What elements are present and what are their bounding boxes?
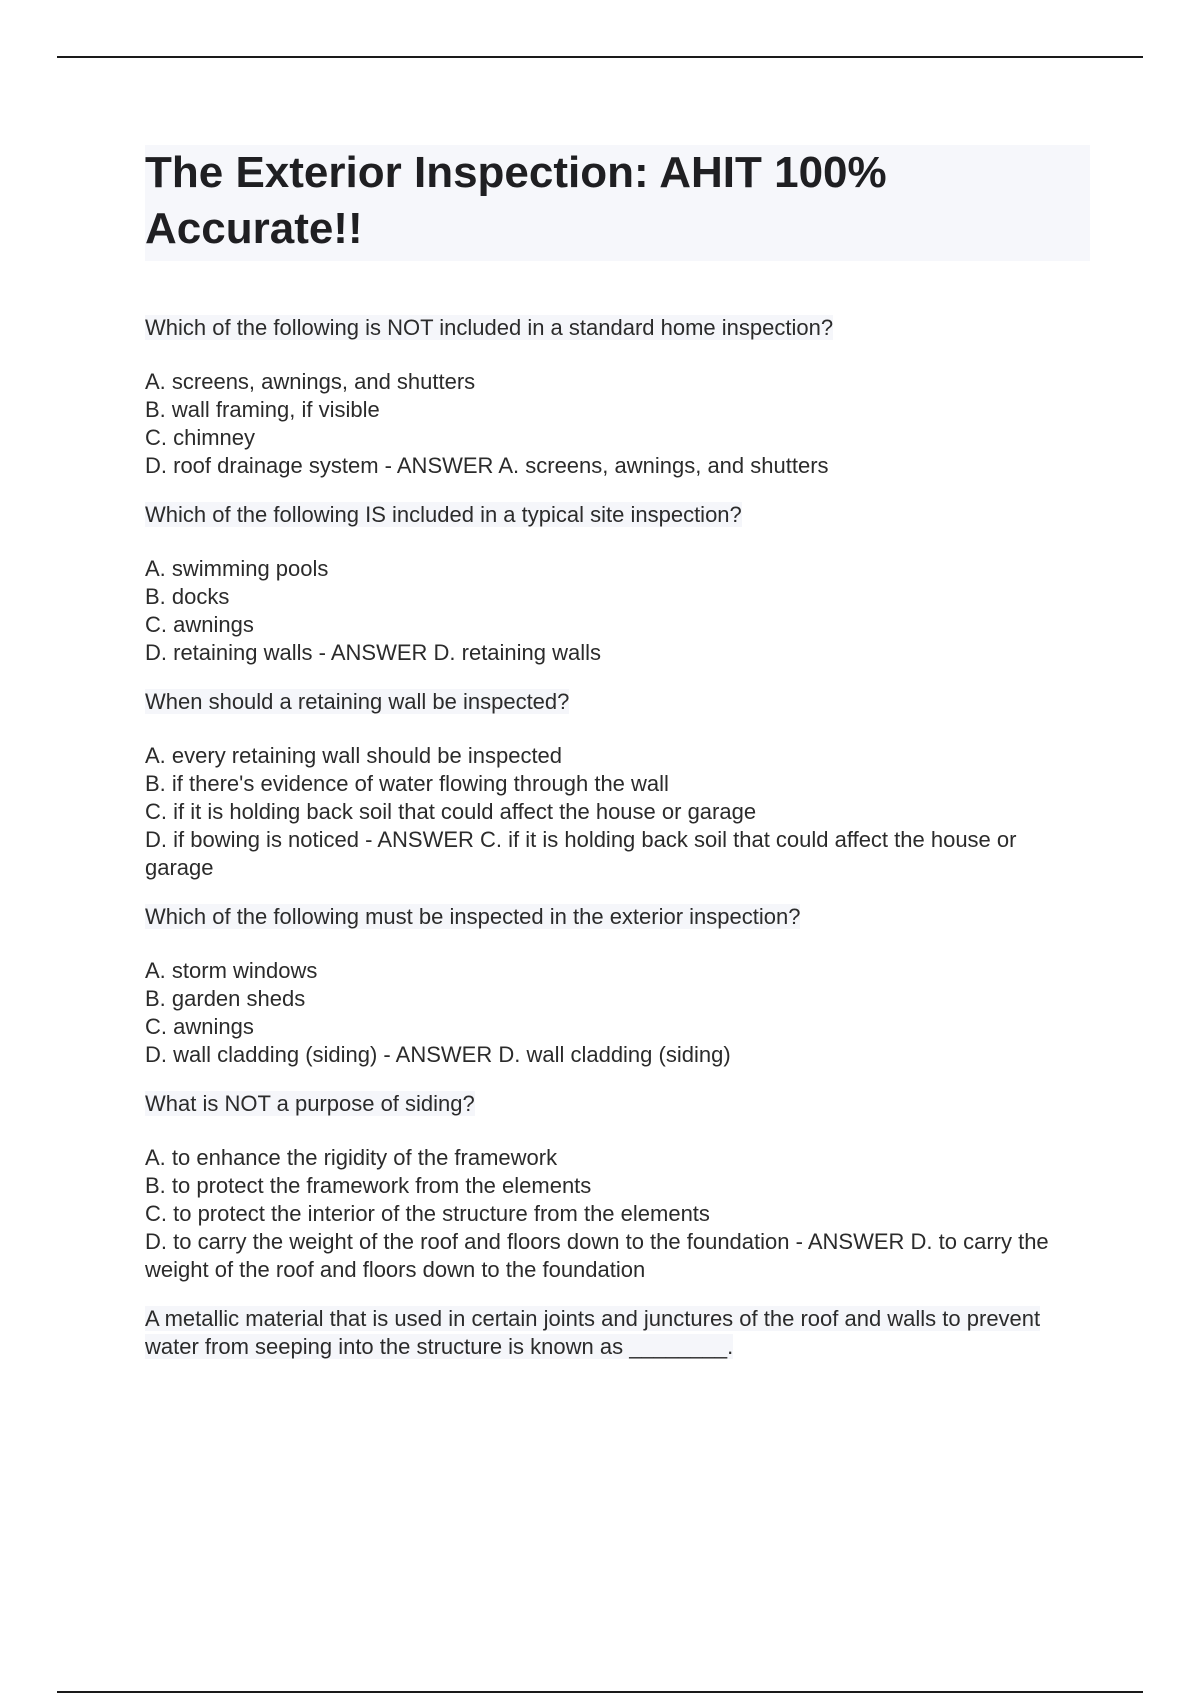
option: C. awnings <box>145 612 254 637</box>
option-with-answer: D. to carry the weight of the roof and floors down to the foundation - ANSWER D. to carry the weight of the roof and floors down to the foundation <box>145 1229 1049 1282</box>
option: C. if it is holding back soil that could affect the house or garage <box>145 799 757 824</box>
question-list <box>145 314 1090 1361</box>
option: A. to enhance the rigidity of the framework <box>145 1145 558 1170</box>
top-rule <box>57 56 1143 58</box>
question-text: Which of the following is NOT included in a standard home inspection? <box>145 315 834 340</box>
bottom-rule <box>57 1691 1143 1693</box>
option: B. if there's evidence of water flowing through the wall <box>145 771 669 796</box>
option: A. storm windows <box>145 958 318 983</box>
option: A. every retaining wall should be inspected <box>145 743 563 768</box>
answer-options <box>145 555 1090 667</box>
question-item <box>145 688 1090 882</box>
question-text: A metallic material that is used in certain joints and junctures of the roof and walls to prevent water from seeping into the structure is known as ________. <box>145 1306 1041 1359</box>
option: A. swimming pools <box>145 556 329 581</box>
title-block <box>145 145 1090 261</box>
question-text: Which of the following IS included in a typical site inspection? <box>145 502 742 527</box>
option: C. awnings <box>145 1014 254 1039</box>
document-body <box>145 145 1090 1387</box>
option: B. garden sheds <box>145 986 306 1011</box>
option-with-answer: D. roof drainage system - ANSWER A. screens, awnings, and shutters <box>145 453 829 478</box>
answer-options <box>145 368 1090 480</box>
question-text: What is NOT a purpose of siding? <box>145 1091 475 1116</box>
question-item <box>145 903 1090 1069</box>
answer-options <box>145 1144 1090 1284</box>
answer-options <box>145 957 1090 1069</box>
option: C. to protect the interior of the structure from the elements <box>145 1201 710 1226</box>
option-with-answer: D. if bowing is noticed - ANSWER C. if it is holding back soil that could affect the house or garage <box>145 827 1017 880</box>
answer-options <box>145 742 1090 882</box>
question-item <box>145 1305 1090 1361</box>
question-item <box>145 1090 1090 1284</box>
option: A. screens, awnings, and shutters <box>145 369 476 394</box>
question-item <box>145 501 1090 667</box>
option-with-answer: D. wall cladding (siding) - ANSWER D. wall cladding (siding) <box>145 1042 731 1067</box>
question-item <box>145 314 1090 480</box>
option-with-answer: D. retaining walls - ANSWER D. retaining walls <box>145 640 602 665</box>
question-text: When should a retaining wall be inspected? <box>145 689 570 714</box>
option: B. to protect the framework from the elements <box>145 1173 592 1198</box>
option: B. docks <box>145 584 230 609</box>
option: B. wall framing, if visible <box>145 397 380 422</box>
page-title: The Exterior Inspection: AHIT 100% Accurate!! <box>145 148 887 253</box>
option: C. chimney <box>145 425 256 450</box>
question-text: Which of the following must be inspected in the exterior inspection? <box>145 904 801 929</box>
